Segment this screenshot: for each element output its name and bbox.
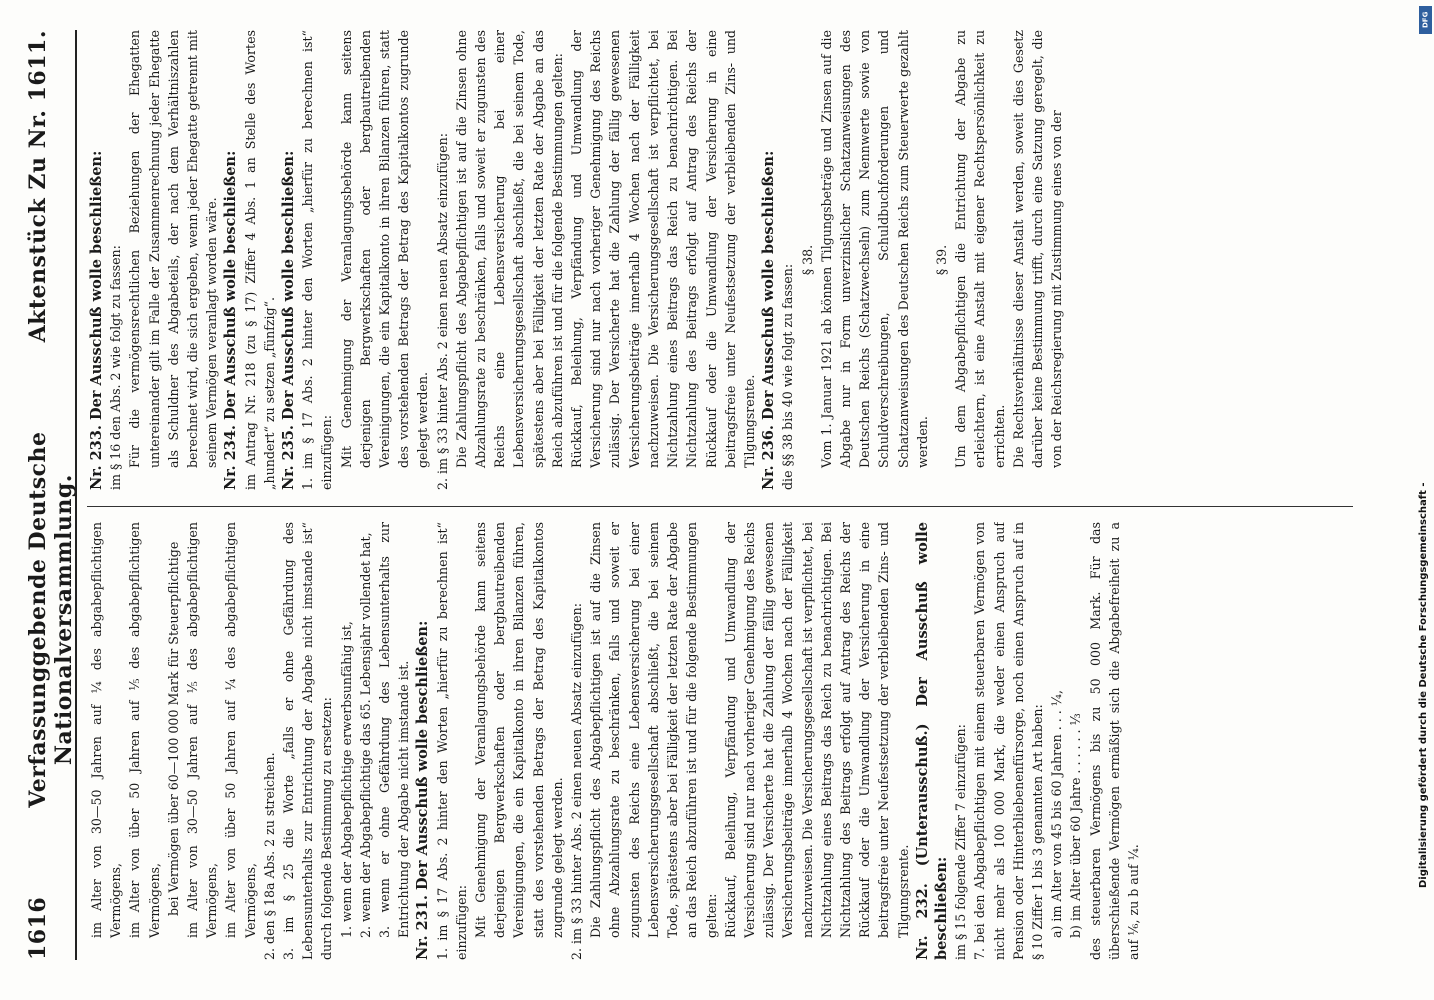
section-heading: § 38. [799,244,815,276]
paragraph: a) im Alter von 45 bis 60 Jahren . . . ¼, [1049,690,1065,938]
page-number: 1616 [25,896,51,960]
paragraph: Mit Genehmigung der Veranlagungsbehörde kann seitens derjenigen Bergwerkschaften oder bergbautreibenden Vereinigungen, die ein Kapitalkonto in ihren Bilanzen führen, statt des vorstehenden Betrags der Betrag des Kapitalkontos zugrunde gelegt werden. [338,30,431,468]
paragraph: 3. im § 25 die Worte „falls er ohne Gefährdung des Lebensunterhalts zur Entrichtung der Abgabe nicht imstande ist“ durch folgende Bestimmung zu ersetzen: [281,522,335,960]
paragraph: 2. wenn der Abgabepflichtige das 65. Lebensjahr vollendet hat, [357,532,373,938]
paragraph: im Alter von 30—50 Jahren auf ⅕ des abgabepflichtigen Vermögens, [185,522,220,938]
paragraph: Mit Genehmigung der Veranlagungsbehörde kann seitens derjenigen Bergwerkschaften oder bergbautreibenden Vereinigungen, die ein Kapitalkonto in ihren Bilanzen führen, statt des vorstehenden Betrags der Betrag des Kapitalkontos zugrunde gelegt werden. [473,522,565,938]
paragraph: Die Zahlungspflicht des Abgabepflichtigen ist auf die Zinsen ohne Abzahlungsrate zu beschränken, falls und soweit er zugunsten des Reichs eine Lebensversicherung bei einer Lebensversicherungsgesellschaft abschließt, die bei seinem Tode, spätestens aber bei Fälligkeit der letzten Rate der Abgabe an das Reich abzuführen ist und für die folgende Bestimmungen gelten: [453,30,565,468]
paragraph: Die Zahlungspflicht des Abgabepflichtigen ist auf die Zinsen ohne Abzahlungsrate zu beschränken, falls und soweit er zugunsten des Reichs eine Lebensversicherung bei einer Lebensversicherungsgesellschaft abschließt, die bei seinem Tode, spätestens aber bei Fälligkeit der letzten Rate der Abgabe an das Reich abzuführen ist und für die folgende Bestimmungen gelten: [588,522,719,938]
paragraph: 1. im § 17 Abs. 2 hinter den Worten „hierfür zu berechnen ist“ einzufügen: [434,522,469,960]
right-column [87,30,1353,490]
paragraph: bei Vermögen über 60—100 000 Mark für Steuerpflichtige [165,541,181,916]
digitization-credit: Digitalisierung gefördert durch die Deutsche Forschungsgemeinschaft - [1418,482,1429,888]
page-header [25,30,77,960]
motion-heading: Nr. 235. Der Ausschuß wolle beschließen: [280,150,298,490]
paragraph: 1. im § 17 Abs. 2 hinter den Worten „hierfür zu berechnen ist“ einzufügen: [300,30,335,490]
paragraph: die §§ 38 bis 40 wie folgt zu fassen: [780,263,796,490]
motion-heading: Nr. 231. Der Ausschuß wolle beschließen: [414,620,432,960]
paragraph: Rückkauf, Beleihung, Verpfändung und Umwandlung der Versicherung sind nur nach vorheriger Genehmigung des Reichs zulässig. Der Versicherte hat die Zahlung der fällig gewesenen Versicherungsbeiträge innerhalb 4 Wochen nach der Fälligkeit nachzuweisen. Die Versicherungsgesellschaft ist verpflichtet, bei Nichtzahlung eines Beitrags das Reich zu benachrichtigen. Bei Nichtzahlung des Beitrags erfolgt auf Antrag des Reichs der Rückkauf oder die Umwandlung der Versicherung in eine beitragsfreie unter Neufestsetzung der verbleibenden Zins- und Tilgungsrente. [569,30,757,468]
paragraph: 2. den § 18a Abs. 2 zu streichen. [261,752,277,960]
paragraph: im § 15 folgende Ziffer 7 einzufügen: [953,724,969,960]
dfg-logo: DFG [1419,6,1432,34]
left-column [87,522,1353,960]
paragraph: 2. im § 33 hinter Abs. 2 einen neuen Absatz einzufügen: [434,133,450,490]
paragraph: des steuerbaren Vermögens bis zu 50 000 Mark. Für das überschießende Vermögen ermäßigt sich die Abgabefreiheit zu a auf ⅙, zu b auf ¼. [1087,522,1141,960]
motion-heading: Nr. 232. (Unterausschuß.) Der Ausschuß wolle beschließen: [913,522,950,960]
page-title: Verfassunggebende Deutsche Nationalversammlung. [25,431,77,808]
paragraph: Für die vermögensrechtlichen Beziehungen der Ehegatten untereinander gilt im Falle der Zusammenrechnung jeder Ehegatte als Schuldner des Abgabeteils, der nach dem Verhältniszahlen berechnet wird, die sich ergeben, wenn jeder Ehegatte getrennt mit seinem Vermögen veranlagt worden wäre. [127,30,220,468]
paragraph: im § 16 den Abs. 2 wie folgt zu fassen: [108,245,124,490]
paragraph: b) im Alter über 60 Jahre . . . . . . ⅓ [1068,713,1084,938]
paragraph: Die Rechtsverhältnisse dieser Anstalt werden, soweit dies Gesetz darüber keine Bestimmung trifft, durch eine Satzung geregelt, die von der Reichsregierung mit Zustimmung eines von der [1010,30,1065,468]
column-divider [87,506,1353,507]
rotated-page [25,30,1365,960]
paragraph: im Alter von über 50 Jahren auf ⅕ des abgabepflichtigen Vermögens, [127,522,162,938]
paragraph: 1. wenn der Abgabepflichtige erwerbsunfähig ist, [338,621,354,938]
paragraph: 2. im § 33 hinter Abs. 2 einen neuen Absatz einzufügen: [569,603,585,960]
paragraph: im Alter von 30—50 Jahren auf ¼ des abgabepflichtigen Vermögens, [89,522,124,938]
paragraph: Vom 1. Januar 1921 ab können Tilgungsbeträge und Zinsen auf die Abgabe nur in Form unverzinslicher Schatzanweisungen des Deutschen Reichs (Schatzwechseln) zum Nennwerte sowie von Schuldverschreibungen, Schuldbuchforderungen und Schatzanweisungen des Deutschen Reichs zum Steuerwerte gezahlt werden. [818,30,930,468]
section-heading: § 39. [933,244,949,276]
header-rule [75,30,77,960]
document-reference: Aktenstück Zu Nr. 1611. [25,30,51,343]
motion-heading: Nr. 233. Der Ausschuß wolle beschließen: [88,150,105,490]
paragraph: Rückkauf, Beleihung, Verpfändung und Umwandlung der Versicherung sind nur nach vorheriger Genehmigung des Reichs zulässig. Der Versicherte hat die Zahlung der fällig gewesenen Versicherungsbeiträge innerhalb 4 Wochen nach der Fälligkeit nachzuweisen. Die Versicherungsgesellschaft ist verpflichtet, bei Nichtzahlung eines Beitrags das Reich zu benachrichtigen. Bei Nichtzahlung des Beitrags erfolgt auf Antrag des Reichs der Rückkauf oder die Umwandlung der Versicherung in eine beitragsfreie unter Neufestsetzung der verbleibenden Zins- und Tilgungsrente. [722,522,911,938]
motion-heading: Nr. 236. Der Ausschuß wolle beschließen: [760,150,778,490]
motion-heading: Nr. 234. Der Ausschuß wolle beschließen: [222,150,240,490]
paragraph: Um dem Abgabepflichtigen die Entrichtung der Abgabe zu erleichtern, ist eine Anstalt mit eigener Rechtspersönlichkeit zu errichten. [953,30,1007,468]
paragraph: 3. wenn er ohne Gefährdung des Lebensunterhalts zur Entrichtung der Abgabe nicht imstande ist. [377,522,412,938]
paragraph: im Antrag Nr. 218 (zu § 17) Ziffer 4 Abs. 1 an Stelle des Wortes „hundert“ zu setzen „fünfzig“. [242,30,277,490]
paragraph: 7. bei den Abgabepflichtigen mit einem steuerbaren Vermögen von nicht mehr als 100 000 Mark, die weder einen Anspruch auf Pension oder Hinterbliebenenfürsorge, noch einen Anspruch auf in § 10 Ziffer 1 bis 3 genannten Art haben: [972,522,1045,960]
side-note [1418,8,1432,988]
paragraph: im Alter von über 50 Jahren auf ¼ des abgabepflichtigen Vermögens, [223,522,258,938]
